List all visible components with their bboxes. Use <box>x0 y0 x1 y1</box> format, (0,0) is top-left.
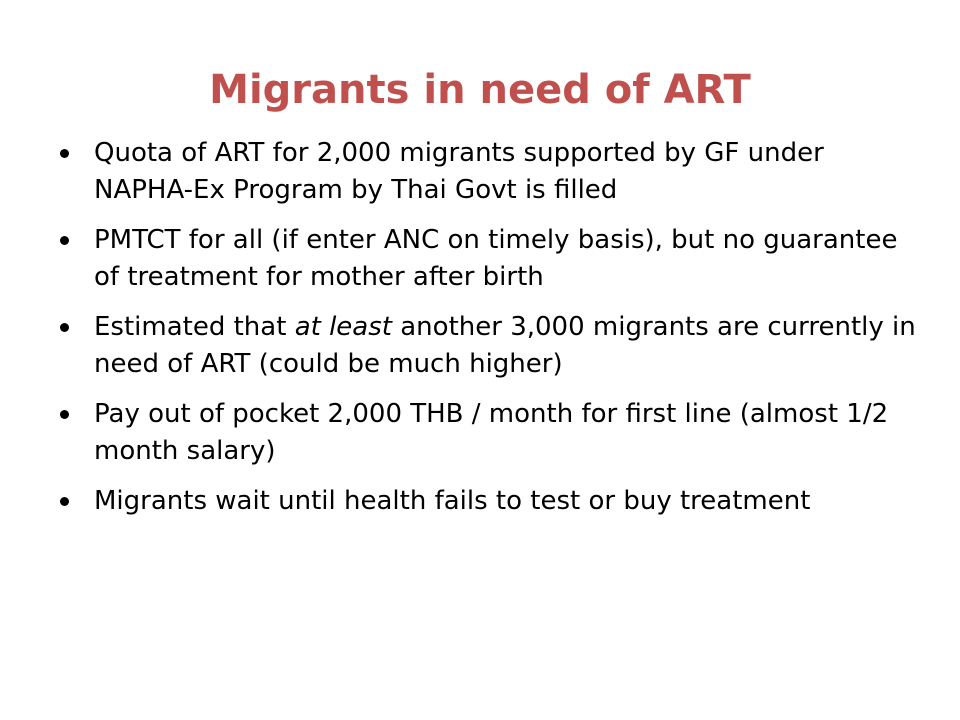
bullet-icon <box>60 236 69 245</box>
bullet-icon <box>60 323 69 332</box>
bullet-text-3-after: another 3,000 migrants are currently in need of ART (could be much higher) <box>94 312 916 379</box>
bullet-icon <box>60 497 69 506</box>
bullet-item-5 <box>60 483 920 520</box>
bullet-text-2: PMTCT for all (if enter ANC on timely basis), but no guarantee of treatment for mother after birth <box>94 225 898 292</box>
bullet-icon <box>60 410 69 419</box>
bullet-icon <box>60 149 69 158</box>
bullet-text-1: Quota of ART for 2,000 migrants supported by GF under NAPHA-Ex Program by Thai Govt is filled <box>94 138 824 205</box>
bullet-item-2 <box>60 222 920 296</box>
bullet-item-1 <box>60 135 920 209</box>
slide-title: Migrants in need of ART <box>209 67 751 113</box>
bullet-text-3 <box>94 312 916 379</box>
bullet-text-4: Pay out of pocket 2,000 THB / month for first line (almost 1/2 month salary) <box>94 399 889 466</box>
bullet-list <box>60 135 920 533</box>
bullet-item-3 <box>60 309 920 383</box>
bullet-item-4 <box>60 396 920 470</box>
bullet-text-5: Migrants wait until health fails to test or buy treatment <box>94 486 811 516</box>
bullet-text-3-before: Estimated that <box>94 312 295 342</box>
bullet-text-3-italic: at least <box>294 312 392 342</box>
